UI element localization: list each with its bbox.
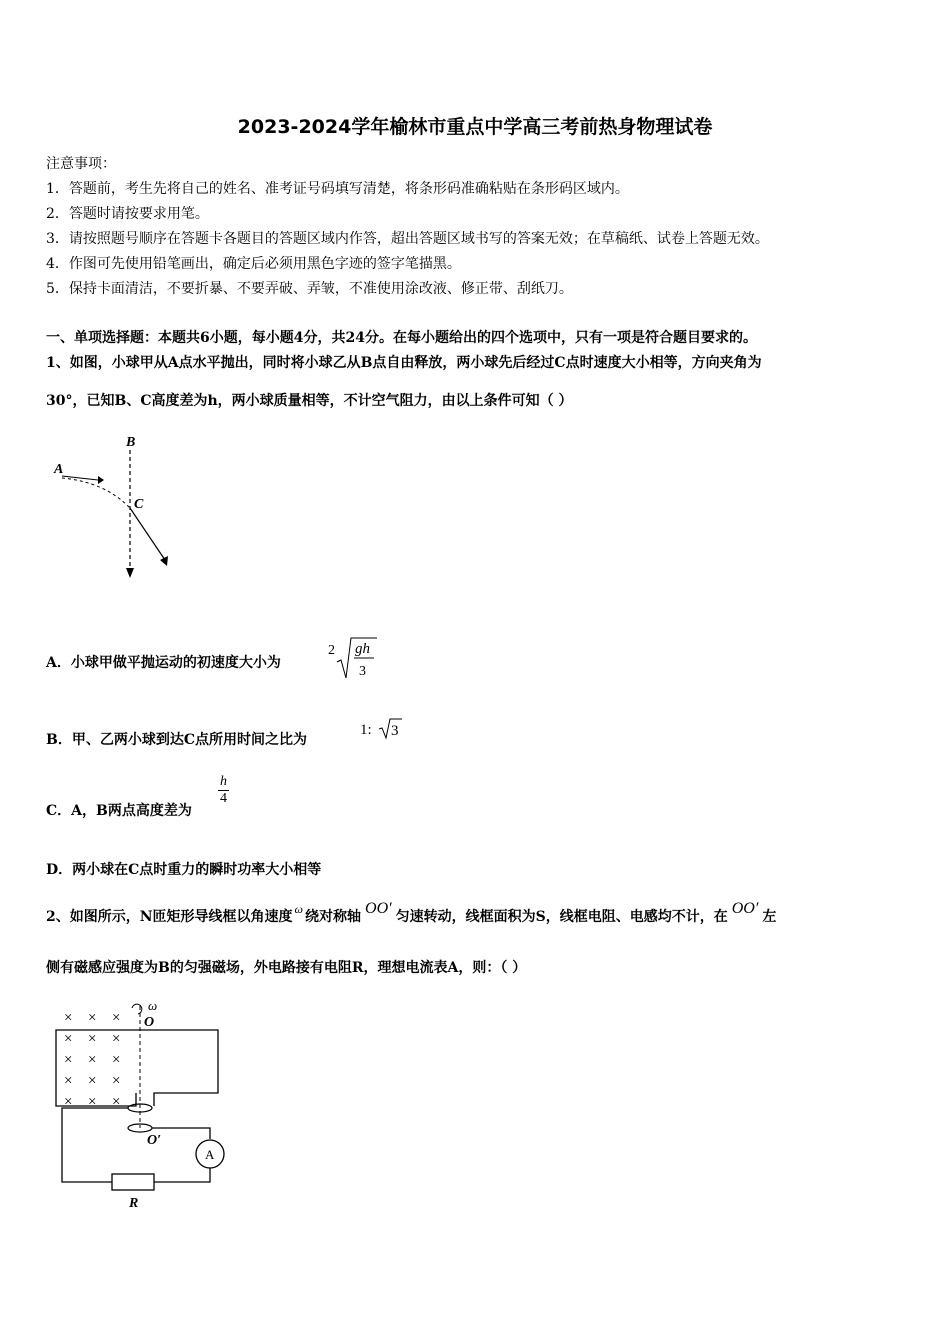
svg-text:×: × bbox=[112, 1052, 121, 1068]
option-a-text: A．小球甲做平抛运动的初速度大小为 bbox=[46, 655, 281, 671]
note-item: 2．答题时请按要求用笔。 bbox=[46, 206, 209, 222]
q2-stem-line2: 侧有磁感应强度为B的匀强磁场，外电路接有电阻R，理想电流表A，则：（ ） bbox=[46, 960, 527, 976]
q2-generator-circuit-figure bbox=[46, 998, 236, 1213]
svg-text:×: × bbox=[64, 1073, 73, 1089]
svg-text:×: × bbox=[88, 1031, 97, 1047]
sqrt-fraction-graphic bbox=[328, 636, 378, 682]
note-item: 4．作图可先使用铅笔画出，确定后必须用黑色字迹的签字笔描黑。 bbox=[46, 256, 461, 272]
q1-option-b: B．甲、乙两小球到达C点所用时间之比为 bbox=[46, 732, 307, 748]
frac-num: gh bbox=[355, 641, 370, 657]
q2-text-c: 匀速转动，线框面积为S，线框电阻、电感均不计，在 bbox=[395, 909, 728, 925]
svg-text:×: × bbox=[88, 1073, 97, 1089]
svg-text:×: × bbox=[64, 1094, 73, 1110]
svg-text:×: × bbox=[88, 1094, 97, 1110]
notes-heading: 注意事项： bbox=[46, 156, 116, 172]
q1-trajectory-figure bbox=[50, 430, 190, 580]
q2-stem-line1 bbox=[46, 900, 777, 926]
ammeter-label: A bbox=[205, 1147, 215, 1162]
coef: 2 bbox=[328, 643, 335, 658]
fig-label-a: A bbox=[54, 462, 64, 477]
svg-text:×: × bbox=[88, 1052, 97, 1068]
q1-stem-line2: 30°，已知B、C高度差为h，两小球质量相等，不计空气阻力，由以上条件可知（ ） bbox=[46, 393, 573, 409]
o-label: O bbox=[144, 1015, 155, 1030]
resistor-icon bbox=[112, 1174, 154, 1190]
fig-label-c: C bbox=[134, 497, 144, 512]
q1-option-d: D．两小球在C点时重力的瞬时功率大小相等 bbox=[46, 862, 322, 878]
note-item: 3．请按照题号顺序在答题卡各题目的答题区域内作答，超出答题区域书写的答案无效；在草稿纸、试卷上答题无效。 bbox=[46, 231, 769, 247]
q1-option-a bbox=[46, 652, 281, 672]
omega-symbol: ω bbox=[294, 902, 304, 916]
omega-label: ω bbox=[148, 998, 158, 1013]
svg-text:×: × bbox=[64, 1031, 73, 1047]
ratio-graphic bbox=[360, 716, 406, 742]
resistor-label: R bbox=[129, 1196, 139, 1211]
axis-symbol-2: OO′ bbox=[731, 900, 759, 917]
root-value: 3 bbox=[391, 723, 399, 739]
coil-frame bbox=[56, 1030, 218, 1106]
fig-label-b: B bbox=[126, 435, 136, 450]
o-prime-label: O′ bbox=[147, 1133, 162, 1148]
option-c-math bbox=[218, 774, 229, 807]
svg-text:×: × bbox=[112, 1073, 121, 1089]
frac-den: 4 bbox=[220, 791, 227, 806]
note-item: 5．保持卡面清洁，不要折暴、不要弄破、弄皱，不准使用涂改液、修正带、刮纸刀。 bbox=[46, 281, 573, 297]
svg-text:×: × bbox=[112, 1010, 121, 1026]
bottom-wire bbox=[154, 1168, 210, 1182]
notes-block bbox=[46, 152, 769, 302]
magnetic-field-crosses bbox=[64, 1010, 120, 1110]
axis-symbol: OO′ bbox=[365, 900, 392, 917]
svg-text:×: × bbox=[112, 1031, 121, 1047]
option-a-math bbox=[328, 636, 378, 687]
svg-text:×: × bbox=[112, 1094, 121, 1110]
ratio-prefix: 1: bbox=[360, 722, 372, 738]
q2-text-a: 2、如图所示，N匝矩形导线框以角速度 bbox=[46, 909, 293, 925]
frac-den: 3 bbox=[359, 664, 366, 679]
left-wire bbox=[62, 1108, 128, 1182]
note-item: 1．答题前，考生先将自己的姓名、准考证号码填写清楚，将条形码准确粘贴在条形码区域内。 bbox=[46, 181, 629, 197]
q1-stem-line1: 1、如图，小球甲从A点水平抛出，同时将小球乙从B点自由释放，两小球先后经过C点时速度大小相等，方向夹角为 bbox=[46, 355, 762, 371]
q2-text-d: 左 bbox=[762, 909, 777, 925]
option-b-math bbox=[360, 716, 406, 746]
q2-text-b: 绕对称轴 bbox=[305, 909, 362, 925]
section-heading: 一、单项选择题：本题共6小题，每小题4分，共24分。在每小题给出的四个选项中，只有一项是符合题目要求的。 bbox=[46, 330, 757, 346]
svg-text:×: × bbox=[64, 1052, 73, 1068]
q1-option-c: C．A，B两点高度差为 bbox=[46, 803, 192, 819]
frac-num: h bbox=[220, 774, 227, 789]
svg-text:×: × bbox=[88, 1010, 97, 1026]
page-title: 2023-2024学年榆林市重点中学高三考前热身物理试卷 bbox=[237, 116, 713, 138]
svg-text:×: × bbox=[64, 1010, 73, 1026]
